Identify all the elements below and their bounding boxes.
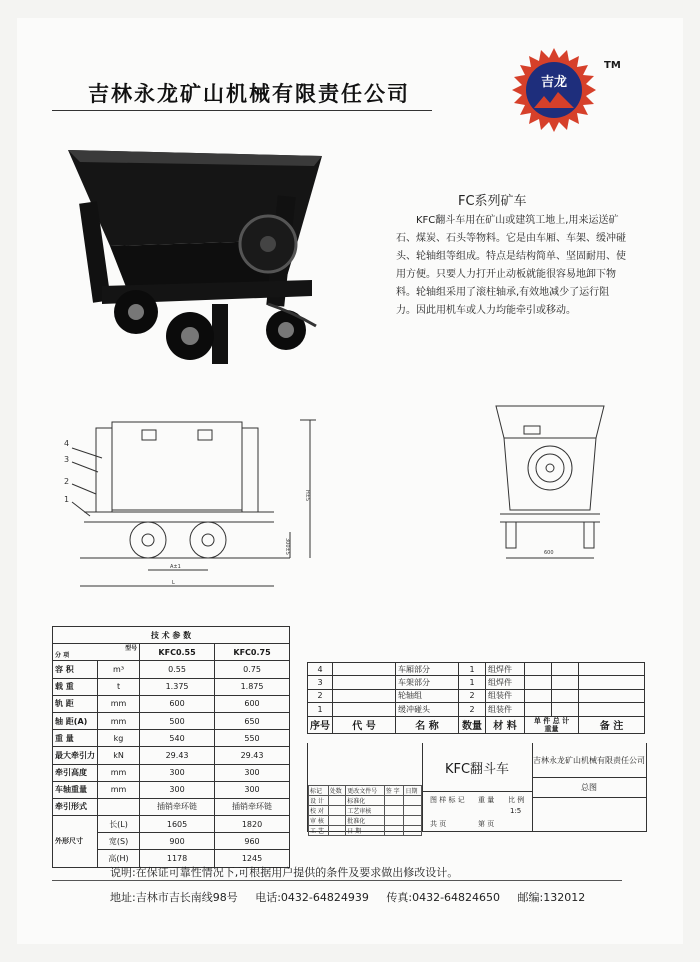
logo-text: 吉龙 (540, 75, 568, 90)
spec-value: 300 (215, 781, 290, 798)
spec-row (53, 678, 290, 695)
bom-row (308, 663, 645, 676)
spec-unit: kg (98, 730, 140, 747)
sign-cell (384, 826, 404, 836)
spec-dim-group: 外形尺寸 (53, 816, 98, 868)
bom-weight-single (525, 676, 552, 689)
signature-table (308, 785, 422, 836)
spec-value: 540 (140, 730, 215, 747)
front-view-drawing (60, 398, 330, 594)
sign-cell: 校 对 (309, 806, 329, 816)
spec-row (53, 661, 290, 678)
bom-qty: 1 (459, 663, 486, 676)
spec-unit: mm (98, 695, 140, 712)
bom-weight-total (552, 663, 579, 676)
spec-title: 技 术 参 数 (53, 627, 290, 644)
spec-value: 900 (140, 833, 215, 850)
bom-remark (579, 689, 645, 702)
sign-cell (404, 806, 422, 816)
bom-weight-single (525, 663, 552, 676)
phone-text: 电话:0432-64824939 (255, 891, 369, 904)
bom-no: 1 (308, 703, 333, 716)
title-block-right (532, 743, 646, 831)
sign-cell: 签 字 (384, 786, 404, 796)
sign-cell: 标准化 (346, 796, 385, 806)
bom-no: 2 (308, 689, 333, 702)
bom-header-weight (525, 716, 579, 733)
spec-corner (53, 644, 140, 661)
bom-header-name: 名 称 (396, 716, 459, 733)
sign-cell (328, 816, 346, 826)
spec-label: 重 量 (53, 730, 98, 747)
sign-cell (404, 796, 422, 806)
bom-qty: 2 (459, 689, 486, 702)
fax-text: 传真:0432-64824650 (386, 891, 501, 904)
spec-value: 300 (140, 764, 215, 781)
stage-label: 图 样 标 记 (430, 796, 465, 804)
bom-name: 轮轴组 (396, 689, 459, 702)
sign-cell: 处数 (328, 786, 346, 796)
spec-value: 插销牵环链 (140, 798, 215, 815)
spec-model-1: KFC0.55 (140, 644, 215, 661)
spec-value: 1.375 (140, 678, 215, 695)
spec-value: 1820 (215, 816, 290, 833)
spec-table (52, 626, 290, 868)
spec-value: 300 (140, 781, 215, 798)
bom-no: 3 (308, 676, 333, 689)
bom-header-weight-total: 总 计 (552, 716, 570, 725)
spec-label: 车轴重量 (53, 781, 98, 798)
bom-weight-single (525, 703, 552, 716)
series-title: FC系列矿车 (458, 194, 527, 209)
dim-a-label: A±1 (170, 564, 181, 570)
part-label-4: 4 (64, 439, 70, 448)
spec-model-2: KFC0.75 (215, 644, 290, 661)
bom-weight-total (552, 676, 579, 689)
bom-weight-single (525, 689, 552, 702)
bom-weight-total (552, 703, 579, 716)
sheet-number: 第 页 (478, 820, 495, 828)
spec-label: 最大牵引力 (53, 747, 98, 764)
spec-value: 29.43 (215, 747, 290, 764)
spec-value: 500 (140, 712, 215, 729)
part-label-3: 3 (64, 455, 70, 464)
signature-row (309, 816, 422, 826)
side-view-drawing (490, 398, 610, 568)
bom-remark (579, 703, 645, 716)
spec-corner-bottom: 分 项 (55, 652, 70, 660)
postcode-text: 邮编:132012 (517, 891, 586, 904)
spec-row (53, 798, 290, 815)
spec-value: 550 (215, 730, 290, 747)
spec-dim-label: 长(L) (98, 816, 140, 833)
bom-header-weight-label: 重量 (544, 724, 559, 733)
part-label-2: 2 (64, 477, 70, 486)
spec-unit: t (98, 678, 140, 695)
bom-header-remark: 备 注 (579, 716, 645, 733)
sign-cell (328, 826, 346, 836)
title-block-stage (422, 791, 532, 831)
spec-row (53, 764, 290, 781)
sign-cell: 批准化 (346, 816, 385, 826)
bom-header-no: 序号 (308, 716, 333, 733)
sign-cell (384, 816, 404, 826)
spec-value: 650 (215, 712, 290, 729)
spec-row (53, 781, 290, 798)
sign-cell (404, 826, 422, 836)
bom-no: 4 (308, 663, 333, 676)
spec-row (53, 747, 290, 764)
spec-value: 29.43 (140, 747, 215, 764)
scale-value: 1:5 (510, 807, 522, 815)
bom-header-row (308, 716, 645, 733)
address-text: 地址:吉林市吉长南线98号 (110, 891, 238, 904)
spec-row (53, 712, 290, 729)
spec-unit: kN (98, 747, 140, 764)
spec-label: 轨 距 (53, 695, 98, 712)
sign-cell (404, 816, 422, 826)
spec-value: 插销牵环链 (215, 798, 290, 815)
dim-l-label: L (172, 580, 175, 586)
spec-row (53, 695, 290, 712)
bom-name: 缓冲碰头 (396, 703, 459, 716)
sign-cell: 设 计 (309, 796, 329, 806)
bom-name: 车厢部分 (396, 663, 459, 676)
spec-dim-label: 高(H) (98, 850, 140, 867)
sheets-total: 共 页 (430, 820, 447, 828)
bom-code (333, 703, 396, 716)
bom-material: 组装件 (486, 689, 525, 702)
spec-unit: mm (98, 764, 140, 781)
bom-header-code: 代 号 (333, 716, 396, 733)
spec-row (53, 730, 290, 747)
contact-footer (110, 889, 597, 905)
design-note: 说明:在保证可靠性情况下,可根据用户提供的条件及要求做出修改设计。 (110, 866, 459, 879)
spec-value: 1178 (140, 850, 215, 867)
trademark-mark: TM (604, 60, 621, 71)
spec-value: 1605 (140, 816, 215, 833)
spec-label: 载 重 (53, 678, 98, 695)
sign-cell: 更改文件号 (346, 786, 385, 796)
drawing-name: KFC翻斗车 (422, 743, 532, 792)
spec-unit: m³ (98, 661, 140, 678)
bom-remark (579, 663, 645, 676)
bom-weight-total (552, 689, 579, 702)
signature-row (309, 796, 422, 806)
footer-rule (52, 880, 622, 881)
sign-cell: 标记 (309, 786, 329, 796)
sign-cell (384, 806, 404, 816)
spec-value: 960 (215, 833, 290, 850)
bom-qty: 2 (459, 703, 486, 716)
bom-row (308, 689, 645, 702)
spec-label: 容 积 (53, 661, 98, 678)
scale-label: 比 例 (508, 796, 525, 804)
sign-cell: 工 艺 (309, 826, 329, 836)
spec-value: 600 (140, 695, 215, 712)
spec-corner-top: 型号 (125, 645, 138, 653)
company-logo (512, 48, 596, 132)
spec-value: 1245 (215, 850, 290, 867)
spec-value: 300 (215, 764, 290, 781)
mine-car-photo (62, 136, 332, 374)
spec-dim-label: 宽(S) (98, 833, 140, 850)
part-label-1: 1 (64, 495, 70, 504)
header-rule (52, 110, 432, 111)
dim-600-label: 600 (544, 550, 554, 556)
bom-code (333, 689, 396, 702)
spec-unit (98, 798, 140, 815)
company-name: 吉林永龙矿山机械有限责任公司 (88, 82, 410, 106)
product-description: KFC翻斗车用在矿山或建筑工地上,用来运送矿石、煤炭、石头等物料。它是由车厢、车架、缓冲碰头、轮轴组等组成。特点是结构简单、坚固耐用、使用方便。只要人力打开止动板就能很容易地卸下物料。轮轴组采用了滚柱轴承,有效地减少了运行阻力。因此用机车或人力均能牵引或移动。 (396, 215, 626, 316)
bom-code (333, 663, 396, 676)
sign-cell (384, 796, 404, 806)
signature-row (309, 826, 422, 836)
title-block-company: 吉林永龙矿山机械有限责任公司 (532, 743, 646, 778)
spec-value: 0.55 (140, 661, 215, 678)
dim-300-label: 300±5 (284, 538, 290, 555)
sign-cell (328, 796, 346, 806)
bom-row (308, 676, 645, 689)
spec-label: 牵引形式 (53, 798, 98, 815)
drawing-type: 总图 (532, 777, 646, 798)
bom-qty: 1 (459, 676, 486, 689)
bom-material: 组焊件 (486, 676, 525, 689)
bom-table (307, 662, 645, 734)
bom-material: 组焊件 (486, 663, 525, 676)
sign-cell: 日期 (404, 786, 422, 796)
bom-row (308, 703, 645, 716)
bom-header-material: 材 料 (486, 716, 525, 733)
signature-row (309, 786, 422, 796)
spec-dim-row (53, 816, 290, 833)
title-block (307, 743, 647, 835)
sign-cell: 工艺审核 (346, 806, 385, 816)
spec-label: 轴 距(A) (53, 712, 98, 729)
spec-unit: mm (98, 712, 140, 729)
weight-label: 重 量 (478, 796, 495, 804)
spec-value: 600 (215, 695, 290, 712)
sign-cell (328, 806, 346, 816)
bom-remark (579, 676, 645, 689)
bom-header-weight-single: 单 件 (533, 716, 551, 725)
bom-header-qty: 数量 (459, 716, 486, 733)
spec-label: 牵引高度 (53, 764, 98, 781)
sign-cell: 审 核 (309, 816, 329, 826)
bom-name: 车架部分 (396, 676, 459, 689)
sign-cell: 日 期 (346, 826, 385, 836)
spec-value: 1.875 (215, 678, 290, 695)
signature-row (309, 806, 422, 816)
spec-unit: mm (98, 781, 140, 798)
dim-h-label: H±5 (304, 490, 310, 502)
spec-value: 0.75 (215, 661, 290, 678)
title-block-signatures (308, 743, 423, 835)
bom-material: 组装件 (486, 703, 525, 716)
bom-code (333, 676, 396, 689)
title-block-middle (422, 743, 533, 831)
